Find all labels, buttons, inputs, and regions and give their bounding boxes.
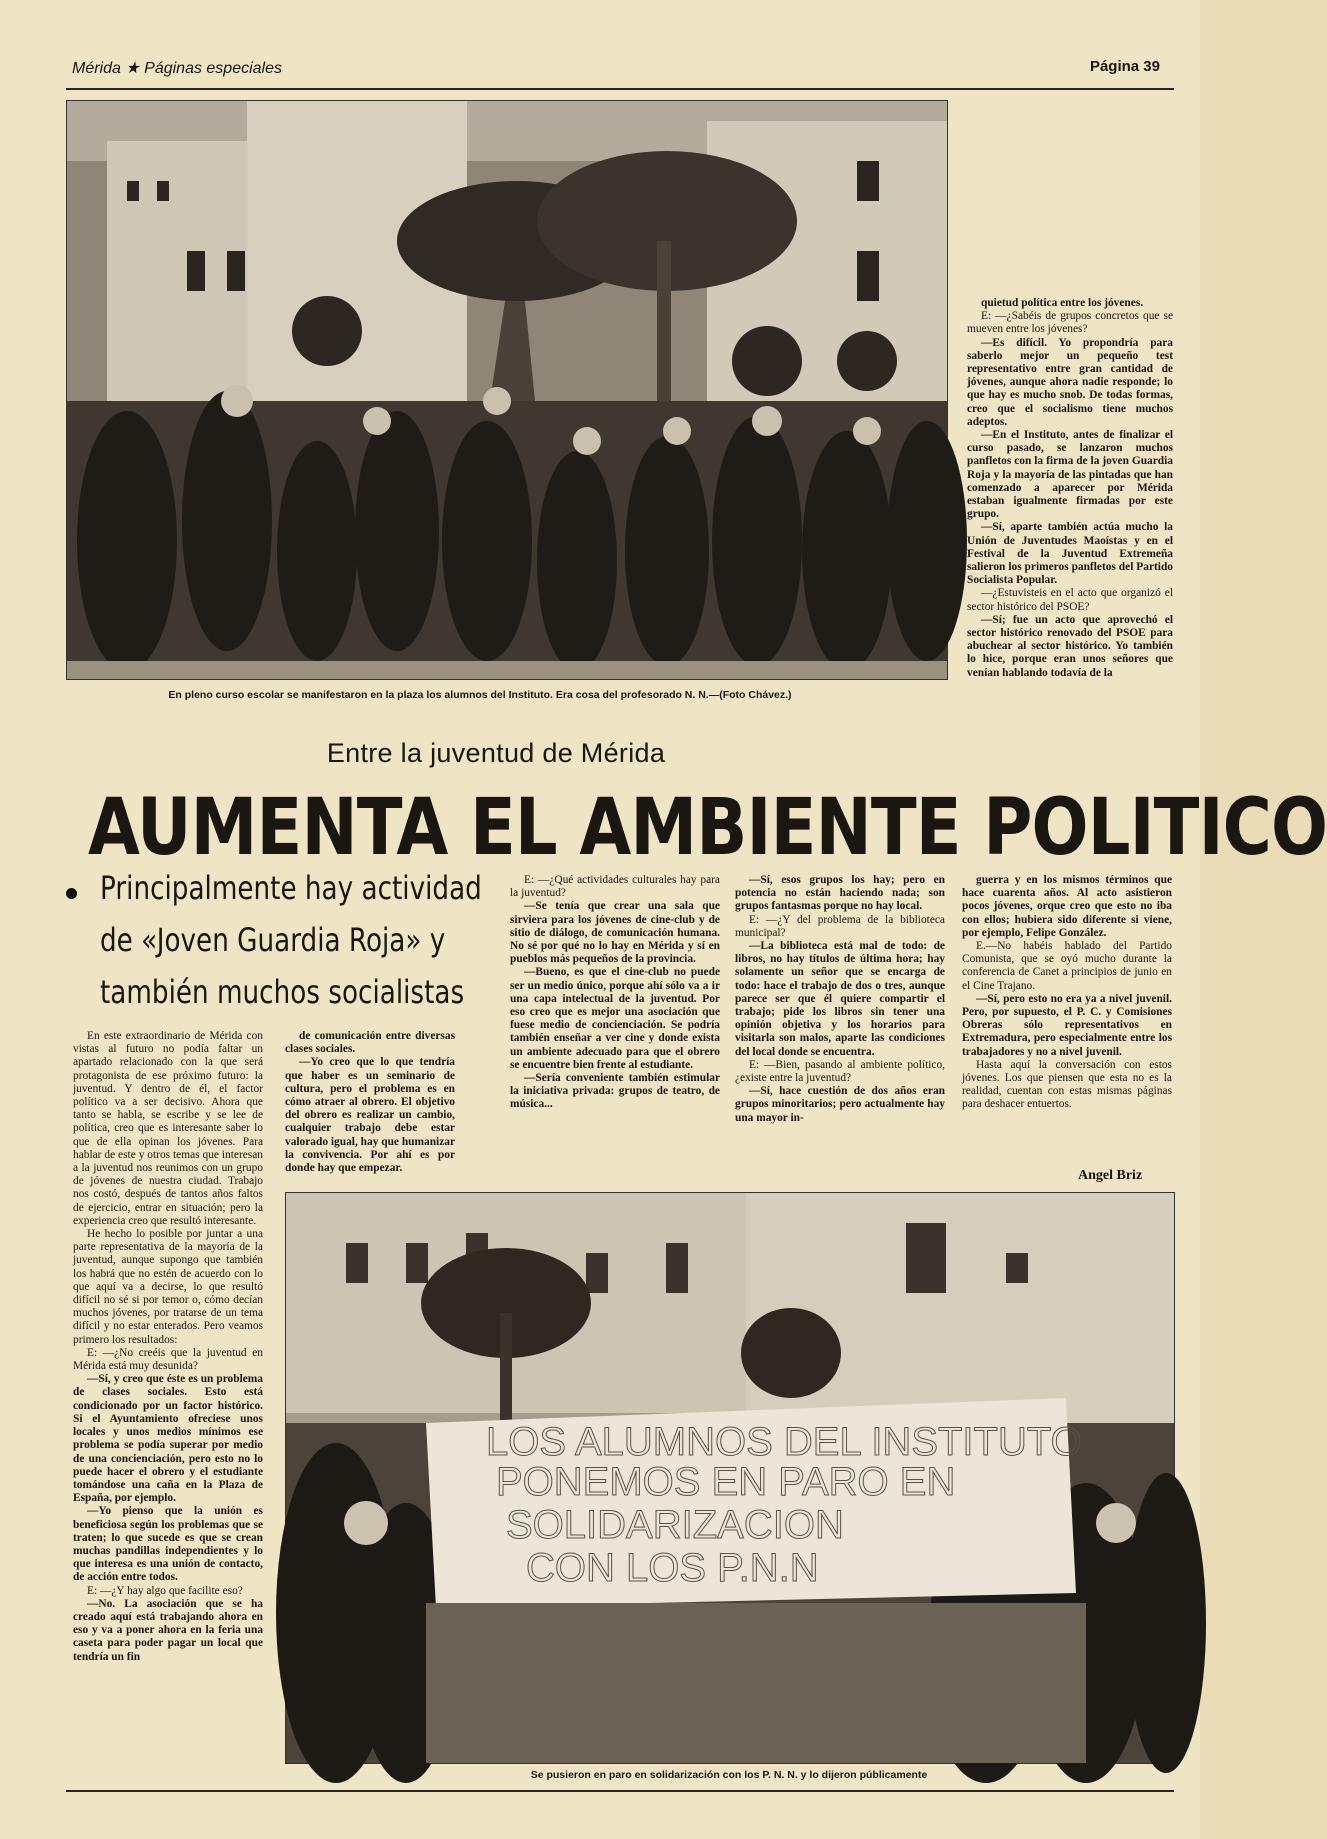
banner-line: PONEMOS EN PARO EN xyxy=(496,1460,956,1504)
paragraph: —Sí; fue un acto que aprovechó el sector histórico renovado del PSOE para abuchear al sector histórico. Yo también lo hice, porque eran unos señores que venían hablando todavía de la xyxy=(967,613,1173,679)
paragraph: —Yo pienso que la unión es beneficiosa según los problemas que se traten; lo que sucede es que se crean muchas pandillas independientes y lo que interesa es una unión de contacto, de acción entre todos. xyxy=(73,1505,263,1584)
column-3 xyxy=(510,874,720,1112)
author-signature: Angel Briz xyxy=(1078,1168,1143,1183)
paragraph: E.—No habéis hablado del Partido Comunista, que se oyó mucho durante la conferencia de Canet a principios de junio en el Cine Trajano. xyxy=(962,940,1172,992)
subhead-line: Principalmente hay actividad xyxy=(100,869,482,907)
paragraph: Hasta aquí la conversación con estos jóvenes. Los que piensen que esta no es la realidad, cuentan con estas mismas páginas para deshacer entuertos. xyxy=(962,1058,1172,1111)
column-4 xyxy=(735,874,945,1125)
paragraph: E: —¿Qué actividades culturales hay para la juventud? xyxy=(510,874,720,900)
headline: AUMENTA EL AMBIENTE POLITICO xyxy=(88,783,1327,873)
paragraph: —Se tenía que crear una sala que sirviera para los jóvenes de cine-club y de sitio de diálogo, de comunicación humana. No sé por qué no lo hay en Mérida y sí en pueblos más pequeños de la provincia. xyxy=(510,900,720,966)
paragraph: En este extraordinario de Mérida con vistas al futuro no podía faltar un apartado relacionado con la que será protagonista de ese próximo futuro: la juventud. Y dentro de él, el factor político va a ser decisivo. Ahora que tanto se habla, se escribe y se lee de política, creo que es interesante saber lo que de ella opinan los jóvenes. Para hablar de este y otros temas que interesan a la juventud nos reunimos con un grupo de jóvenes de nuestra ciudad. Trabajo nos costó, después de tantos años faltos de ejercicio, entrar en situación; pero la experiencia creo que resultó interesante. xyxy=(73,1030,263,1227)
paragraph: —Yo creo que lo que tendría que haber es un seminario de cultura, pero el problema es en cómo atraer al obrero. El objetivo del obrero es realizar un cambio, cualquier trabajo debe estar valorado igual, hay que humanizar la convivencia. Por ahí es por donde hay que empezar. xyxy=(285,1056,455,1175)
paragraph: E: —¿No creéis que la juventud en Mérida está muy desunida? xyxy=(73,1346,263,1373)
banner-line: CON LOS P.N.N xyxy=(526,1546,819,1590)
photo-bottom-caption: Se pusieron en paro en solidarización con los P. N. N. y lo dijeron públicamente xyxy=(530,1769,928,1781)
paragraph: E: —¿Y hay algo que facilite eso? xyxy=(87,1584,243,1597)
paragraph: —Bueno, es que el cine-club no puede ser un medio único, porque ahí sólo va a ir una capa intelectual de la juventud. Por eso creo que es mejor una asociación que fuese medio de concienciación. Se podría también enseñar a ver cine y donde exista un ambiente adecuado para que el obrero se encuentre bien frente al estudiante. xyxy=(510,966,720,1071)
paragraph: —¿Estuvisteis en el acto que organizó el sector histórico del PSOE? xyxy=(967,587,1173,613)
paragraph: E: —¿Sabéis de grupos concretos que se mueven entre los jóvenes? xyxy=(967,310,1173,336)
column-1 xyxy=(73,1030,263,1664)
paragraph: —La biblioteca está mal de todo: de libros, no hay títulos de última hora; hay solamente un señor que se encarga de todo: hace el trabajo de dos o tres, aunque parece ser que él quiere compartir el trabajo; pide los libros sin tener una opinión objetiva y los horarios para visitarla son malos, aparte las condiciones del local donde se encuentra. xyxy=(735,940,945,1058)
subhead-line: de «Joven Guardia Roja» y xyxy=(100,921,446,959)
banner-line: LOS ALUMNOS DEL INSTITUTO xyxy=(486,1420,1082,1464)
paragraph: —Sí, pero esto no era ya a nivel juvenil. Pero, por supuesto, el P. C. y Comisiones Obreras sólo representativos en Extremadura, pero especialmente entre los trabajadores y no a nivel juvenil. xyxy=(962,992,1172,1058)
banner-line: SOLIDARIZACION xyxy=(506,1503,844,1547)
paragraph: —Sí, y creo que éste es un problema de clases sociales. Esto está condicionado por un factor histórico. Si el Ayuntamiento ofreciese unos locales y unos medios mínimos ese problema se podía superar por medio de una concienciación, pero esto no lo puede hacer el obrero y el estudiante tomándose una caña en la Plaza de España, por ejemplo. xyxy=(73,1373,263,1505)
photo-bottom-banner-protest xyxy=(285,1192,1175,1764)
paragraph: —Sí, esos grupos los hay; pero en potencia no están haciendo nada; son grupos fantasmas porque no hay local. xyxy=(735,874,945,913)
paragraph: —Es difícil. Yo propondría para saberlo mejor un pequeño test representativo entre gran cantidad de jóvenes, aunque ahora nadie responde; lo que hay es mucho snob. De todas formas, creo que el socialismo tiene muchos adeptos. xyxy=(967,336,1173,428)
subhead-line: también muchos socialistas xyxy=(100,973,465,1011)
paragraph: quietud política entre los jóvenes. xyxy=(981,297,1144,309)
paragraph: guerra y en los mismos términos que hace cuarenta años. Al acto asistieron pocos jóvenes, orque creo que esto no iba con ellos; hubiera sido diferente si viene, por ejemplo, Felipe González. xyxy=(962,874,1172,939)
paragraph: de comunicación entre diversas clases sociales. xyxy=(285,1030,455,1056)
column-5 xyxy=(962,874,1172,1112)
section-header: Mérida ★ Páginas especiales xyxy=(72,60,283,77)
paragraph: —Sí, aparte también actúa mucho la Unión de Juventudes Maoístas y en el Festival de la Juventud Extremeña salieron los primeros panfletos del Partido Socialista Popular. xyxy=(967,521,1173,587)
paragraph: E: —Bien, pasando al ambiente político, ¿existe entre la juventud? xyxy=(735,1058,945,1085)
column-right-top xyxy=(967,297,1173,680)
footer-rule xyxy=(66,1790,1174,1792)
photo-top-student-protest xyxy=(66,100,948,680)
column-2 xyxy=(285,1030,455,1175)
paragraph: E: —¿Y del problema de la biblioteca municipal? xyxy=(735,913,945,939)
subhead-block xyxy=(100,862,494,1018)
kicker: Entre la juventud de Mérida xyxy=(326,738,666,768)
paragraph: —Sería conveniente también estimular la iniciativa privada: grupos de teatro, de música... xyxy=(510,1072,720,1111)
page-number: Página 39 xyxy=(1089,58,1160,75)
paragraph: He hecho lo posible por juntar a una parte representativa de la mayoría de la juventud, aunque supongo que también los habrá que no estén de acuerdo con lo que aquí va a decirse, lo que resultó difícil no sé si por temor o, cómo decían muchos jóvenes, por tratarse de un tema difícil y no estar enterados. Pero veamos primero los resultados: xyxy=(73,1228,263,1346)
paragraph: —No. La asociación que se ha creado aquí está trabajando ahora en eso y va a poner ahora en la feria una caseta para poder pagar un local que tendría un fin xyxy=(73,1597,263,1663)
photo-top-caption: En pleno curso escolar se manifestaron en la plaza los alumnos del Instituto. Era cosa del profesorado N. N.—(Foto Chávez.) xyxy=(168,689,792,701)
header-rule xyxy=(66,88,1174,90)
bullet-icon xyxy=(66,888,77,899)
paragraph: —En el Instituto, antes de finalizar el curso pasado, se lanzaron muchos panfletos con la firma de la joven Guardia Roja y la mayoría de las pintadas que han comenzado a aparecer por Mérida estaban igualmente firmadas por este grupo. xyxy=(967,429,1173,521)
paragraph: —Sí, hace cuestión de dos años eran grupos minoritarios; pero actualmente hay una mayor in- xyxy=(735,1085,945,1124)
